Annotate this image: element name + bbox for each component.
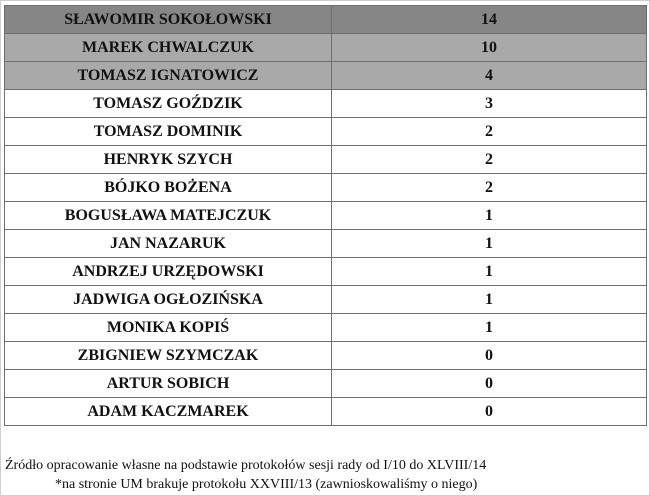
count-cell: 0: [332, 398, 647, 426]
member-name-cell: HENRYK SZYCH: [5, 146, 332, 174]
table-row: [5, 202, 647, 230]
missing-protocol-note: *na stronie UM brakuje protokołu XXVIII/13 (zawnioskowaliśmy o niego): [55, 477, 478, 492]
footnote: [5, 456, 645, 494]
table-row: [5, 34, 647, 62]
table-row: [5, 398, 647, 426]
member-name-cell: ARTUR SOBICH: [5, 370, 332, 398]
source-note: Źródło opracowanie własne na podstawie protokołów sesji rady od I/10 do XLVIII/14: [5, 458, 487, 473]
count-cell: 2: [332, 146, 647, 174]
count-cell: 2: [332, 118, 647, 146]
member-name-cell: ADAM KACZMAREK: [5, 398, 332, 426]
table-row: [5, 314, 647, 342]
table-row: [5, 146, 647, 174]
table-row: [5, 286, 647, 314]
member-name-cell: JADWIGA OGŁOZIŃSKA: [5, 286, 332, 314]
count-cell: 1: [332, 230, 647, 258]
member-name-cell: BÓJKO BOŻENA: [5, 174, 332, 202]
member-name-cell: ZBIGNIEW SZYMCZAK: [5, 342, 332, 370]
table-row: [5, 6, 647, 34]
table-row: [5, 258, 647, 286]
member-name-cell: JAN NAZARUK: [5, 230, 332, 258]
table-row: [5, 230, 647, 258]
table-row: [5, 118, 647, 146]
member-name-cell: TOMASZ IGNATOWICZ: [5, 62, 332, 90]
member-name-cell: SŁAWOMIR SOKOŁOWSKI: [5, 6, 332, 34]
table-row: [5, 90, 647, 118]
count-cell: 0: [332, 370, 647, 398]
ranking-table-body: [5, 6, 647, 426]
member-name-cell: BOGUSŁAWA MATEJCZUK: [5, 202, 332, 230]
table-row: [5, 174, 647, 202]
member-name-cell: MONIKA KOPIŚ: [5, 314, 332, 342]
table-row: [5, 342, 647, 370]
count-cell: 1: [332, 314, 647, 342]
count-cell: 1: [332, 258, 647, 286]
count-cell: 1: [332, 286, 647, 314]
count-cell: 4: [332, 62, 647, 90]
member-name-cell: TOMASZ DOMINIK: [5, 118, 332, 146]
count-cell: 0: [332, 342, 647, 370]
count-cell: 1: [332, 202, 647, 230]
count-cell: 14: [332, 6, 647, 34]
member-name-cell: MAREK CHWALCZUK: [5, 34, 332, 62]
member-name-cell: ANDRZEJ URZĘDOWSKI: [5, 258, 332, 286]
count-cell: 10: [332, 34, 647, 62]
ranking-table: [4, 5, 647, 426]
table-row: [5, 62, 647, 90]
table-row: [5, 370, 647, 398]
member-name-cell: TOMASZ GOŹDZIK: [5, 90, 332, 118]
count-cell: 3: [332, 90, 647, 118]
count-cell: 2: [332, 174, 647, 202]
